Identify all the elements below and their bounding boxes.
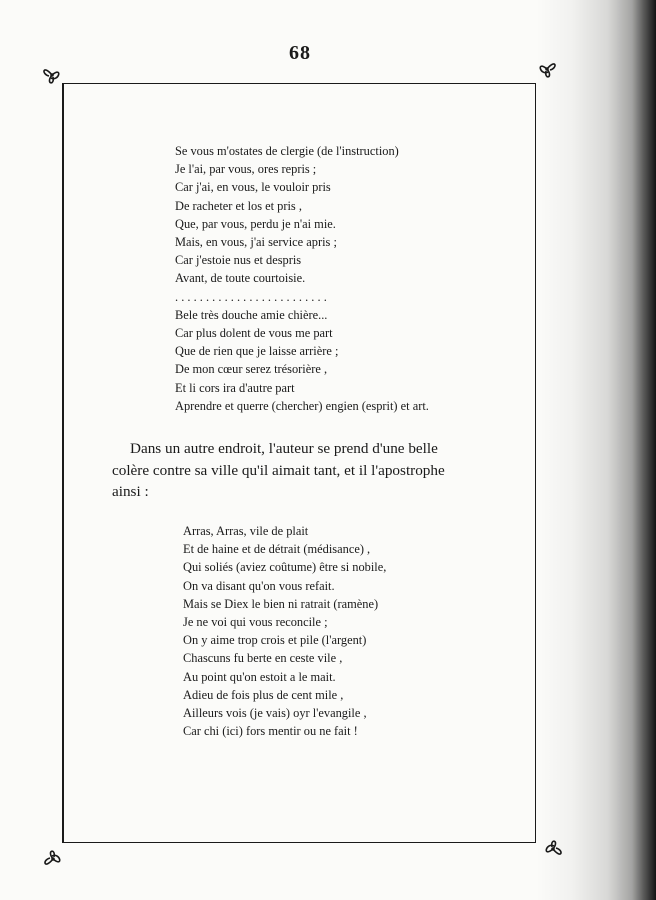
verse-line: Qui soliés (aviez coûtume) être si nobile, — [183, 560, 387, 575]
verse-line: On y aime trop crois et pile (l'argent) — [183, 633, 367, 648]
verse-line: Que de rien que je laisse arrière ; — [175, 344, 339, 359]
verse-line: Arras, Arras, vile de plait — [183, 524, 309, 538]
verse-line: De mon cœur serez trésorière , — [175, 362, 328, 377]
verse-stanza-2 — [183, 522, 386, 740]
verse-line: Car plus dolent de vous me part — [175, 326, 333, 341]
fleuron-corner-icon — [534, 56, 560, 82]
binding-shadow — [536, 0, 656, 900]
verse-line: Bele très douche amie chière... — [175, 307, 328, 322]
verse-line: Je ne voi qui vous reconcile ; — [183, 615, 328, 630]
verse-line: Mais, en vous, j'ai service apris ; — [175, 235, 337, 250]
verse-line: Car j'ai, en vous, le vouloir pris — [175, 180, 331, 195]
verse-line: De racheter et los et pris , — [175, 198, 302, 213]
page-number: 68 — [289, 42, 311, 64]
verse-line: On va disant qu'on vous refait. — [183, 578, 335, 593]
verse-line: Ailleurs vois (je vais) oyr l'evangile , — [183, 706, 367, 721]
verse-line: Que, par vous, perdu je n'ai mie. — [175, 216, 336, 231]
prose-line: ainsi : — [112, 483, 149, 500]
verse-line: Chascuns fu berte en ceste vile , — [183, 651, 343, 666]
verse-line: Adieu de fois plus de cent mile , — [183, 687, 344, 702]
verse-line: Car j'estoie nus et despris — [175, 253, 302, 268]
verse-ellipsis-line: . . . . . . . . . . . . . . . . . . . . . . . . . — [175, 289, 327, 304]
verse-line: Au point qu'on estoit a le mait. — [183, 669, 336, 684]
verse-line: Et de haine et de détrait (médisance) , — [183, 542, 371, 557]
fleuron-corner-icon — [540, 836, 566, 862]
verse-line: Et li cors ira d'autre part — [175, 380, 295, 395]
verse-line: Je l'ai, par vous, ores repris ; — [175, 162, 317, 177]
verse-line: Se vous m'ostates de clergie (de l'instruction) — [175, 144, 399, 158]
prose-line: colère contre sa ville qu'il aimait tant, et il l'apostrophe — [112, 461, 445, 479]
fleuron-corner-icon — [40, 846, 66, 872]
fleuron-corner-icon — [39, 62, 65, 88]
verse-stanza-1 — [175, 142, 429, 415]
prose-paragraph — [112, 438, 532, 503]
verse-line: Aprendre et querre (chercher) engien (esprit) et art. — [175, 398, 429, 413]
prose-line: Dans un autre endroit, l'auteur se prend d'une belle — [130, 440, 438, 457]
verse-line: Car chi (ici) fors mentir ou ne fait ! — [183, 724, 358, 739]
verse-line: Avant, de toute courtoisie. — [175, 271, 306, 286]
verse-line: Mais se Diex le bien ni ratrait (ramène) — [183, 596, 379, 611]
